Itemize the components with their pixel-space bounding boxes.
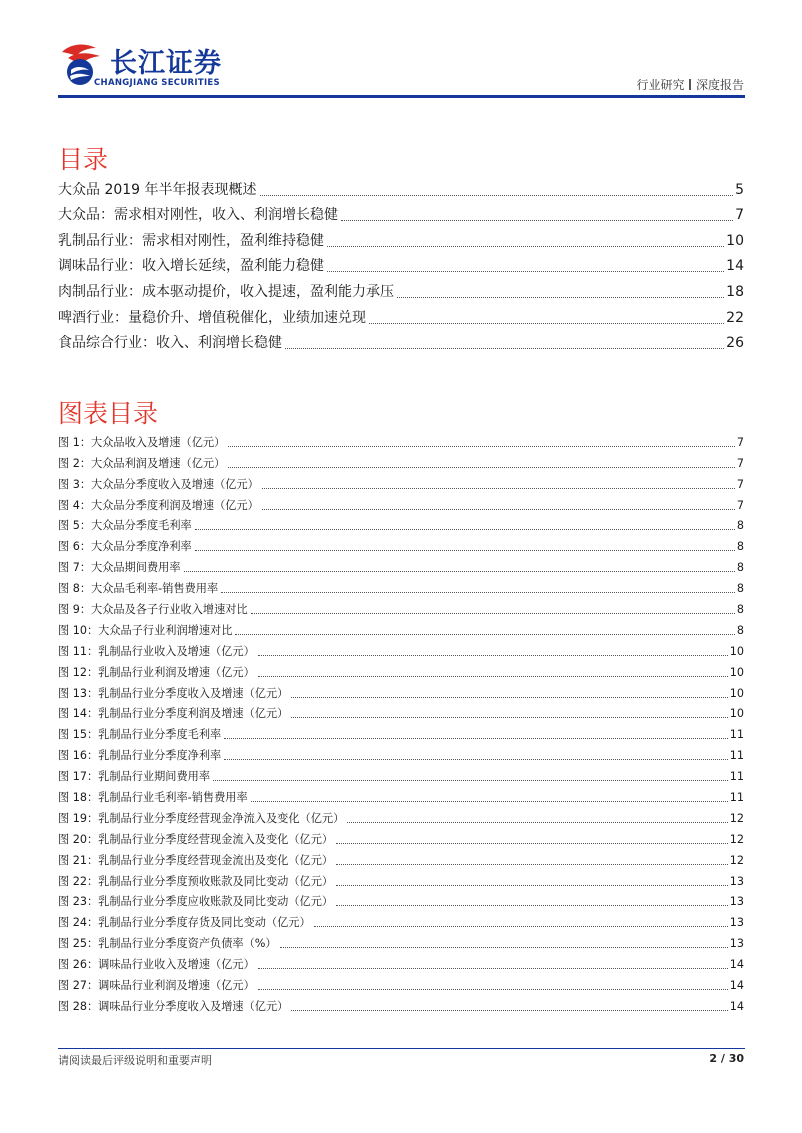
- figure-entry[interactable]: [58, 514, 744, 535]
- figure-entry[interactable]: [58, 806, 744, 827]
- figure-entry-title: 图 23：乳制品行业分季度应收账款及同比变动（亿元）: [58, 895, 334, 909]
- figure-entry[interactable]: [58, 534, 744, 555]
- dot-leader: [251, 800, 728, 802]
- figure-entry-page: 11: [729, 749, 744, 763]
- dot-leader: [397, 296, 724, 298]
- dot-leader: [341, 219, 733, 221]
- figure-entry[interactable]: [58, 785, 744, 806]
- figure-entry[interactable]: [58, 890, 744, 911]
- toc-entry[interactable]: [58, 277, 744, 303]
- toc-entry[interactable]: [58, 252, 744, 278]
- dot-leader: [262, 487, 735, 489]
- toc-entry-page: 22: [726, 309, 744, 326]
- dot-leader: [228, 445, 735, 447]
- figure-entry-page: 8: [736, 582, 744, 596]
- figure-entry[interactable]: [58, 869, 744, 890]
- brand-name-cn: 长江证券: [110, 48, 222, 79]
- figure-entry-page: 14: [729, 979, 744, 993]
- figure-entry-page: 7: [736, 477, 744, 491]
- figure-toc-title: 图表目录: [58, 399, 159, 428]
- figure-entry[interactable]: [58, 994, 744, 1015]
- figure-entry-title: 图 24：乳制品行业分季度存货及同比变动（亿元）: [58, 916, 311, 930]
- toc-list: [58, 175, 744, 354]
- toc-entry[interactable]: [58, 329, 744, 355]
- toc-entry-page: 5: [735, 181, 744, 198]
- dot-leader: [336, 863, 728, 865]
- figure-entry[interactable]: [58, 681, 744, 702]
- figure-entry[interactable]: [58, 952, 744, 973]
- dot-leader: [291, 716, 727, 718]
- figure-entry[interactable]: [58, 931, 744, 952]
- dot-leader: [260, 194, 734, 196]
- figure-entry-page: 14: [729, 999, 744, 1013]
- figure-entry-title: 图 10：大众品子行业利润增速对比: [58, 623, 233, 637]
- dot-leader: [195, 549, 735, 551]
- dot-leader: [327, 270, 724, 272]
- figure-entry-title: 图 4：大众品分季度利润及增速（亿元）: [58, 498, 259, 512]
- report-category: 行业研究: [636, 78, 685, 92]
- toc-entry-page: 14: [726, 258, 744, 275]
- dot-leader: [347, 821, 727, 823]
- figure-entry[interactable]: [58, 472, 744, 493]
- figure-entry-page: 10: [729, 686, 744, 700]
- figure-entry[interactable]: [58, 722, 744, 743]
- figure-entry-page: 13: [729, 916, 744, 930]
- figure-entry-page: 13: [729, 937, 744, 951]
- figure-entry-page: 13: [729, 895, 744, 909]
- figure-entry-title: 图 14：乳制品行业分季度利润及增速（亿元）: [58, 707, 289, 721]
- toc-entry-page: 18: [726, 283, 744, 300]
- figure-entry-page: 12: [729, 853, 744, 867]
- dot-leader: [251, 612, 735, 614]
- toc-entry-page: 7: [735, 207, 744, 224]
- report-type: [636, 76, 744, 93]
- figure-entry-page: 8: [736, 561, 744, 575]
- figure-toc-list: [58, 430, 744, 1015]
- dot-leader: [336, 884, 728, 886]
- figure-entry[interactable]: [58, 597, 744, 618]
- figure-entry-page: 14: [729, 958, 744, 972]
- toc-entry[interactable]: [58, 226, 744, 252]
- figure-entry-title: 图 17：乳制品行业期间费用率: [58, 770, 211, 784]
- dot-leader: [291, 696, 727, 698]
- toc-entry-title: 大众品 2019 年半年报表现概述: [58, 181, 257, 198]
- figure-entry-page: 7: [736, 498, 744, 512]
- figure-entry-page: 8: [736, 623, 744, 637]
- toc-entry-title: 肉制品行业：成本驱动提价，收入提速，盈利能力承压: [58, 283, 394, 300]
- figure-entry-page: 8: [736, 519, 744, 533]
- figure-entry-title: 图 2：大众品利润及增速（亿元）: [58, 456, 226, 470]
- figure-entry[interactable]: [58, 848, 744, 869]
- figure-entry-title: 图 22：乳制品行业分季度预收账款及同比变动（亿元）: [58, 874, 334, 888]
- toc-entry[interactable]: [58, 175, 744, 201]
- dot-leader: [291, 1009, 727, 1011]
- dot-leader: [228, 466, 735, 468]
- dot-leader: [327, 245, 724, 247]
- figure-entry-page: 8: [736, 603, 744, 617]
- toc-entry-title: 乳制品行业：需求相对刚性，盈利维持稳健: [58, 232, 324, 249]
- toc-entry-page: 10: [726, 232, 744, 249]
- figure-entry[interactable]: [58, 639, 744, 660]
- brand-name-en: CHANGJIANG SECURITIES: [94, 78, 220, 88]
- footer-rule: [58, 1048, 745, 1049]
- figure-entry-page: 11: [729, 770, 744, 784]
- figure-entry-title: 图 7：大众品期间费用率: [58, 561, 181, 575]
- figure-entry-title: 图 11：乳制品行业收入及增速（亿元）: [58, 644, 255, 658]
- dot-leader: [258, 675, 728, 677]
- figure-entry[interactable]: [58, 451, 744, 472]
- figure-entry-title: 图 8：大众品毛利率-销售费用率: [58, 582, 219, 596]
- dot-leader: [224, 737, 728, 739]
- figure-entry-page: 10: [729, 644, 744, 658]
- figure-entry-page: 7: [736, 435, 744, 449]
- toc-entry-title: 啤酒行业：量稳价升、增值税催化，业绩加速兑现: [58, 309, 366, 326]
- figure-entry-title: 图 21：乳制品行业分季度经营现金流出及变化（亿元）: [58, 853, 334, 867]
- dot-leader: [235, 633, 734, 635]
- figure-entry-page: 11: [729, 791, 744, 805]
- page-number: 2 / 30: [709, 1052, 744, 1065]
- figure-entry-title: 图 20：乳制品行业分季度经营现金流入及变化（亿元）: [58, 832, 334, 846]
- toc-entry[interactable]: [58, 303, 744, 329]
- figure-entry[interactable]: [58, 430, 744, 451]
- dot-leader: [336, 842, 728, 844]
- toc-entry-title: 调味品行业：收入增长延续，盈利能力稳健: [58, 258, 324, 275]
- figure-entry-title: 图 12：乳制品行业利润及增速（亿元）: [58, 665, 255, 679]
- toc-entry-title: 食品综合行业：收入、利润增长稳健: [58, 335, 282, 352]
- figure-entry-page: 12: [729, 832, 744, 846]
- figure-entry-title: 图 18：乳制品行业毛利率-销售费用率: [58, 791, 248, 805]
- figure-entry-title: 图 19：乳制品行业分季度经营现金净流入及变化（亿元）: [58, 811, 345, 825]
- figure-entry-title: 图 9：大众品及各子行业收入增速对比: [58, 603, 248, 617]
- figure-entry[interactable]: [58, 973, 744, 994]
- footer-disclaimer: 请阅读最后评级说明和重要声明: [58, 1054, 212, 1067]
- dot-leader: [221, 591, 735, 593]
- dot-leader: [262, 508, 735, 510]
- figure-entry-title: 图 5：大众品分季度毛利率: [58, 519, 192, 533]
- figure-entry-page: 8: [736, 540, 744, 554]
- dot-leader: [258, 967, 728, 969]
- figure-entry-page: 10: [729, 707, 744, 721]
- toc-entry-page: 26: [726, 335, 744, 352]
- dot-leader: [224, 758, 728, 760]
- toc-entry-title: 大众品：需求相对刚性，收入、利润增长稳健: [58, 207, 338, 224]
- dot-leader: [184, 570, 735, 572]
- figure-entry[interactable]: [58, 910, 744, 931]
- figure-entry[interactable]: [58, 618, 744, 639]
- header-rule: [58, 95, 745, 98]
- figure-entry-title: 图 15：乳制品行业分季度毛利率: [58, 728, 222, 742]
- figure-entry-title: 图 26：调味品行业收入及增速（亿元）: [58, 958, 255, 972]
- dot-leader: [258, 988, 728, 990]
- dot-leader: [336, 904, 728, 906]
- dot-leader: [280, 946, 728, 948]
- figure-entry-title: 图 16：乳制品行业分季度净利率: [58, 749, 222, 763]
- figure-entry-title: 图 25：乳制品行业分季度资产负债率（%）: [58, 937, 277, 951]
- page-header: [0, 0, 802, 100]
- figure-entry-title: 图 27：调味品行业利润及增速（亿元）: [58, 979, 255, 993]
- figure-entry-page: 10: [729, 665, 744, 679]
- report-type-separator: [689, 79, 691, 90]
- company-logo: [52, 40, 252, 90]
- dot-leader: [195, 528, 735, 530]
- figure-entry[interactable]: [58, 660, 744, 681]
- toc-entry[interactable]: [58, 201, 744, 227]
- figure-entry-title: 图 28：调味品行业分季度收入及增速（亿元）: [58, 999, 289, 1013]
- figure-entry[interactable]: [58, 555, 744, 576]
- figure-entry-title: 图 6：大众品分季度净利率: [58, 540, 192, 554]
- figure-entry-page: 12: [729, 811, 744, 825]
- dot-leader: [314, 925, 728, 927]
- figure-entry[interactable]: [58, 764, 744, 785]
- figure-entry-title: 图 13：乳制品行业分季度收入及增速（亿元）: [58, 686, 289, 700]
- dot-leader: [369, 322, 724, 324]
- figure-entry-title: 图 1：大众品收入及增速（亿元）: [58, 435, 226, 449]
- figure-entry[interactable]: [58, 827, 744, 848]
- dot-leader: [285, 347, 724, 349]
- figure-entry-page: 7: [736, 456, 744, 470]
- figure-entry[interactable]: [58, 576, 744, 597]
- dot-leader: [258, 654, 728, 656]
- figure-entry[interactable]: [58, 493, 744, 514]
- figure-entry[interactable]: [58, 702, 744, 723]
- report-subcategory: 深度报告: [695, 78, 744, 92]
- figure-entry-page: 11: [729, 728, 744, 742]
- dot-leader: [213, 779, 728, 781]
- toc-title: 目录: [58, 145, 109, 174]
- figure-entry-title: 图 3：大众品分季度收入及增速（亿元）: [58, 477, 259, 491]
- figure-entry[interactable]: [58, 743, 744, 764]
- figure-entry-page: 13: [729, 874, 744, 888]
